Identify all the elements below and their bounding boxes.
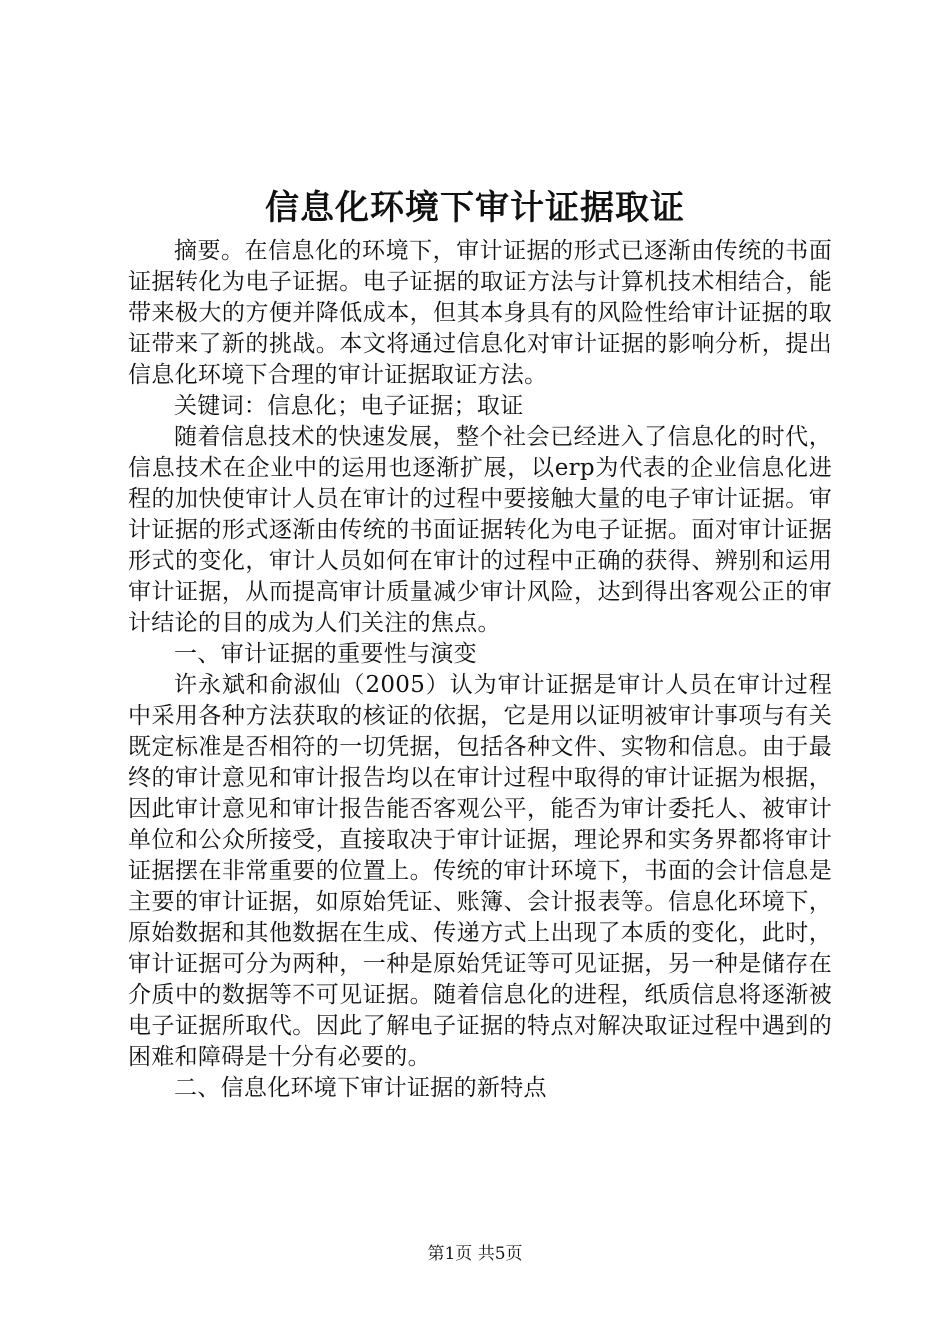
page-number-footer: 第1页 共5页 [427, 1244, 523, 1264]
section-heading-1: 一、审计证据的重要性与演变 [174, 641, 477, 667]
abstract-paragraph: 摘要。在信息化的环境下，审计证据的形式已逐渐由传统的书面证据转化为电子证据。电子证据的取证方法与计算机技术相结合，能带来极大的方便并降低成本，但其本身具有的风险性给审计证据的取证带来了新的挑战。本文将通过信息化对审计证据的影响分析，提出信息化环境下合理的审计证据取证方法。 [128, 238, 832, 388]
document-title: 信息化环境下审计证据取证 [265, 188, 685, 228]
section-heading-2: 二、信息化环境下审计证据的新特点 [174, 1075, 547, 1101]
keywords-paragraph: 关键词：信息化；电子证据；取证 [174, 393, 524, 419]
intro-paragraph: 随着信息技术的快速发展，整个社会已经进入了信息化的时代，信息技术在企业中的运用也逐渐扩展，以erp为代表的企业信息化进程的加快使审计人员在审计的过程中要接触大量的电子审计证据。审计证据的形式逐渐由传统的书面证据转化为电子证据。面对审计证据形式的变化，审计人员如何在审计的过程中正确的获得、辨别和运用审计证据，从而提高审计质量减少审计风险，达到得出客观公正的审计结论的目的成为人们关注的焦点。 [128, 424, 832, 636]
section-1-paragraph: 许永斌和俞淑仙（2005）认为审计证据是审计人员在审计过程中采用各种方法获取的核证的依据，它是用以证明被审计事项与有关既定标准是否相符的一切凭据，包括各种文件、实物和信息。由于最终的审计意见和审计报告均以在审计过程中取得的审计证据为根据，因此审计意见和审计报告能否客观公平，能否为审计委托人、被审计单位和公众所接受，直接取决于审计证据，理论界和实务界都将审计证据摆在非常重要的位置上。传统的审计环境下，书面的会计信息是主要的审计证据，如原始凭证、账簿、会计报表等。信息化环境下，原始数据和其他数据在生成、传递方式上出现了本质的变化，此时，审计证据可分为两种，一种是原始凭证等可见证据，另一种是储存在介质中的数据等不可见证据。随着信息化的进程，纸质信息将逐渐被电子证据所取代。因此了解电子证据的特点对解决取证过程中遇到的困难和障碍是十分有必要的。 [128, 672, 832, 1070]
document-body [128, 236, 832, 1104]
